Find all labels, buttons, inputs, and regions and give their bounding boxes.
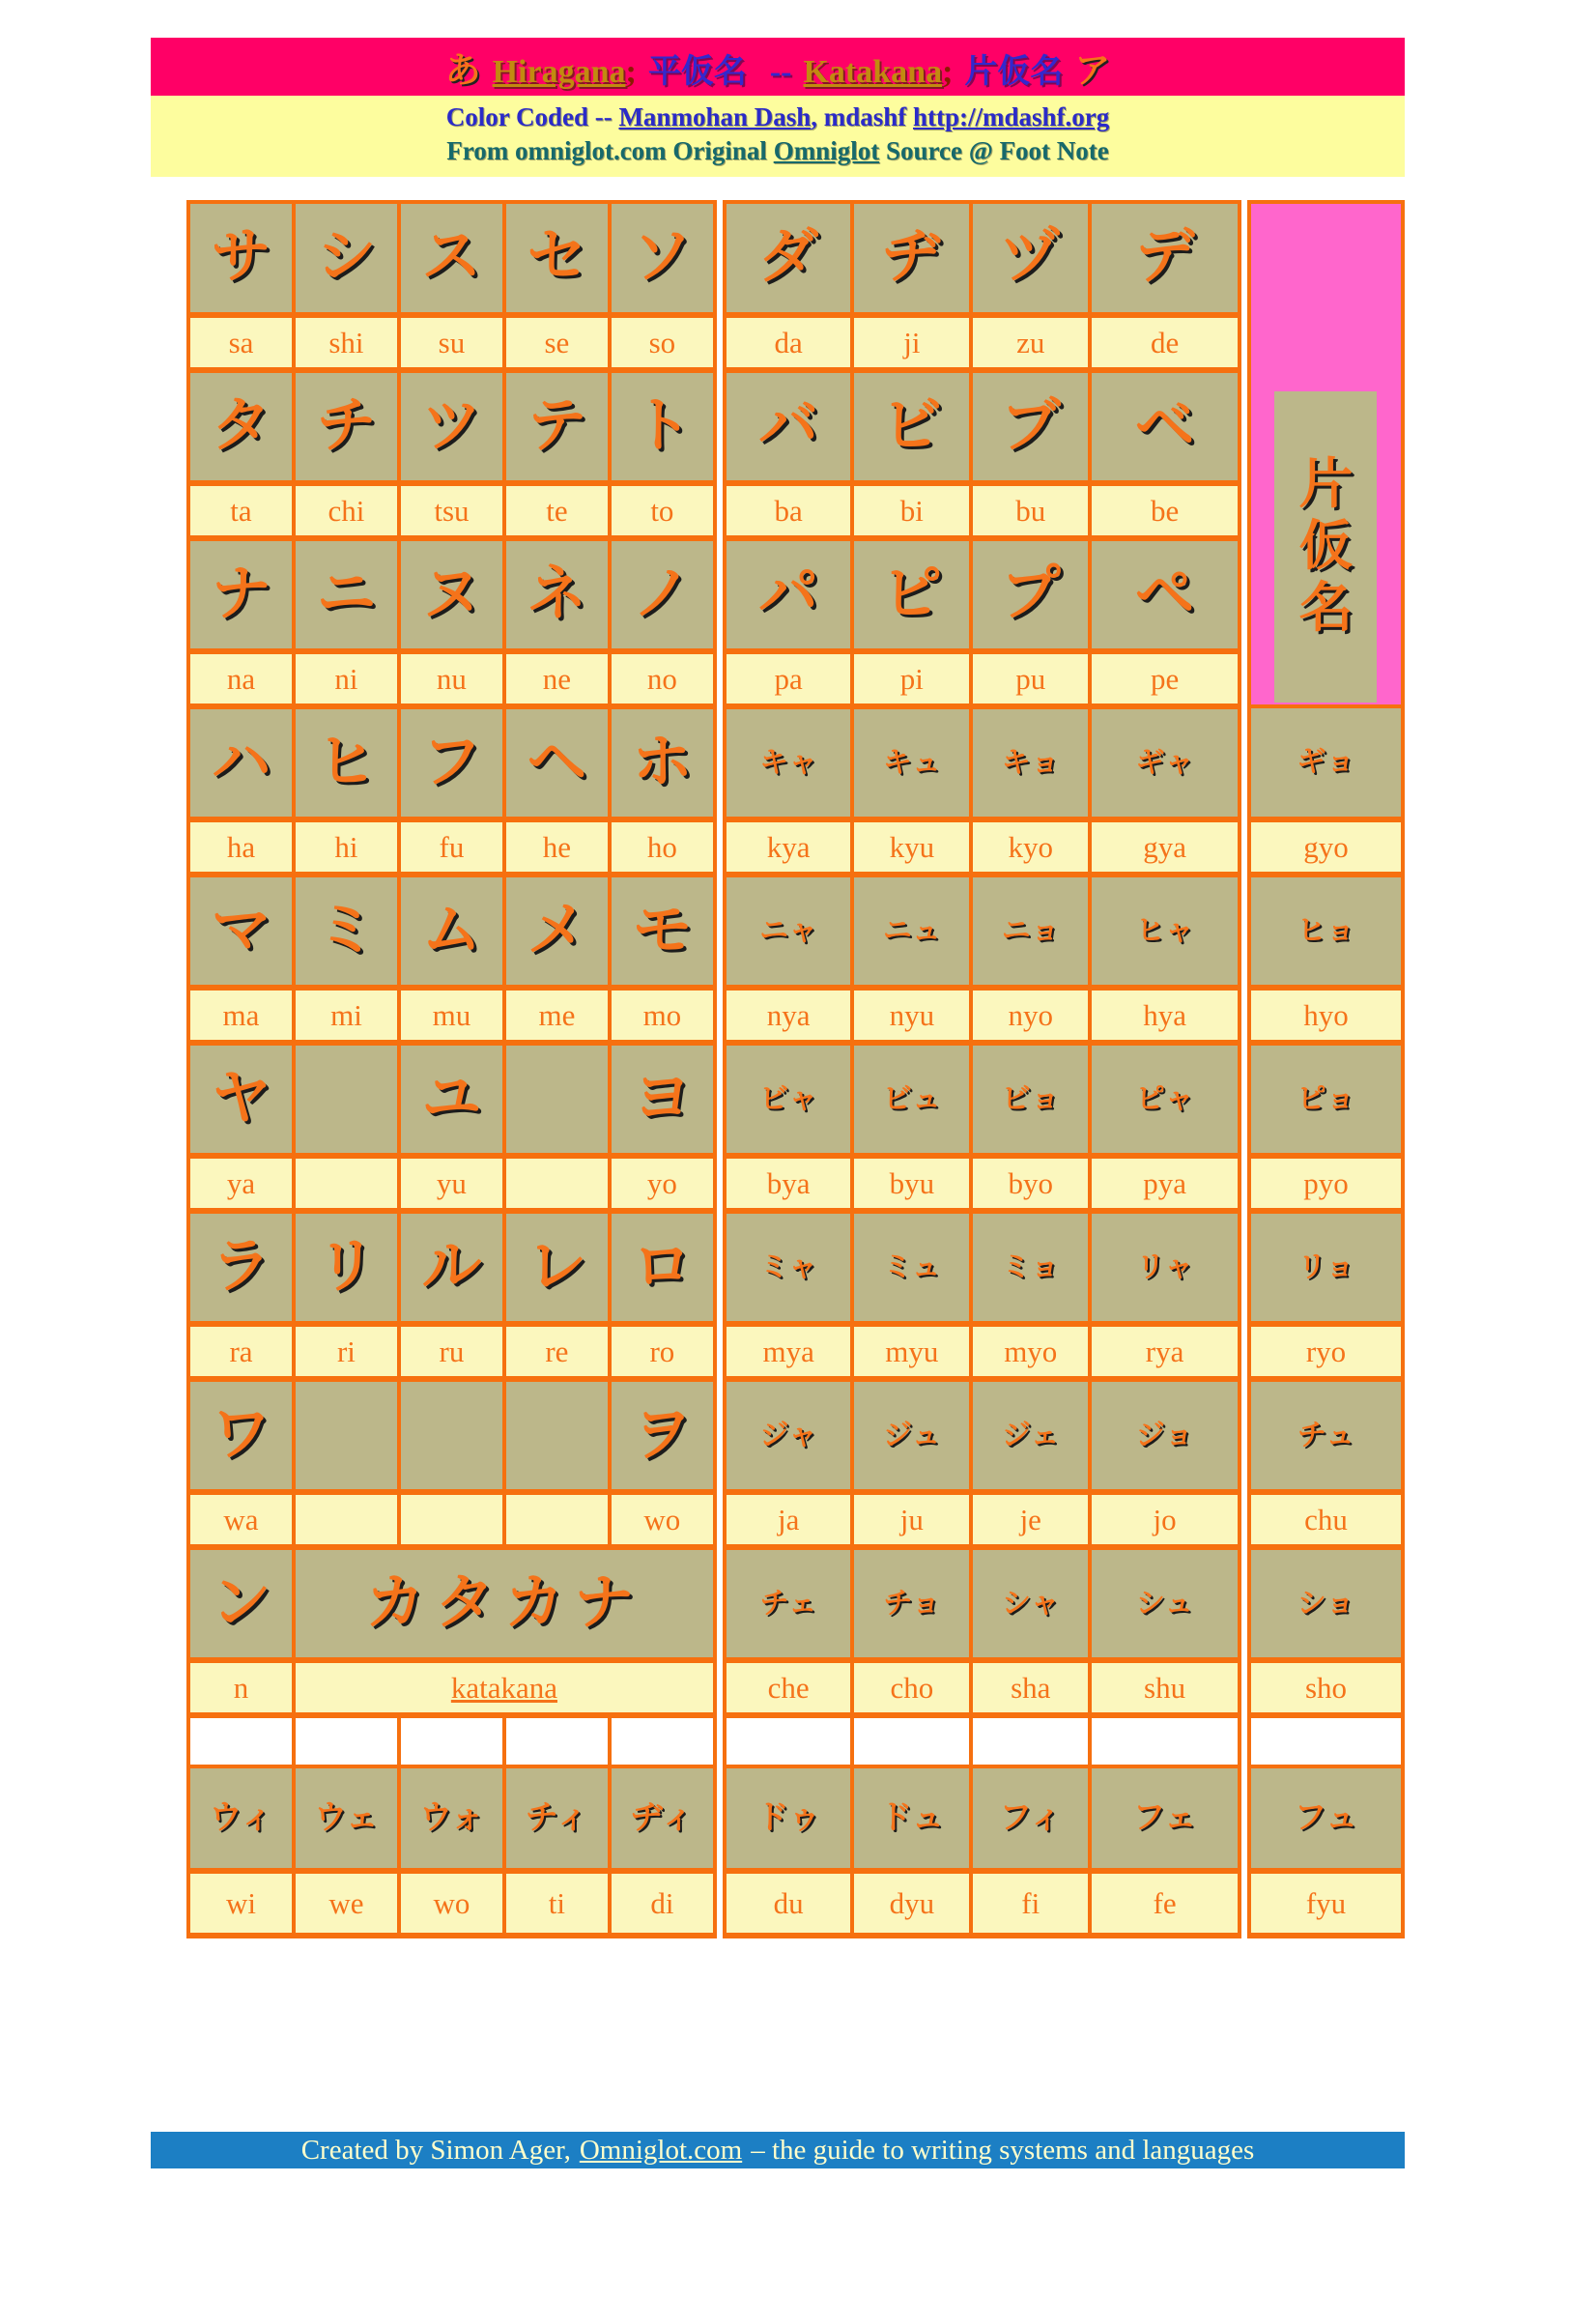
kana-cell: ジョ (1090, 1379, 1240, 1492)
kana-cell: ヒ (294, 706, 399, 819)
romaji-cell: na (188, 651, 294, 706)
kana-cell: ラ (188, 1211, 294, 1324)
kana-cell: シャ (971, 1547, 1090, 1660)
footer-prefix: Created by Simon Ager, (300, 2134, 571, 2166)
romaji-cell: cho (852, 1660, 971, 1715)
kana-cell: ピョ (1249, 1043, 1403, 1156)
omniglot-link[interactable]: Omniglot (773, 136, 880, 165)
blank-cell (1249, 1715, 1403, 1766)
page-content (151, 38, 1405, 1938)
romaji-cell: de (1090, 315, 1240, 370)
kana-cell: テ (504, 370, 610, 483)
romaji-cell: se (504, 315, 610, 370)
kana-cell: フェ (1090, 1766, 1240, 1871)
kana-cell: ニュ (852, 875, 971, 988)
romaji-cell: nyo (971, 988, 1090, 1043)
kana-cell: ノ (610, 538, 715, 651)
subtitle-bar (151, 96, 1405, 177)
kana-cell: ミャ (725, 1211, 853, 1324)
blank-cell (852, 1715, 971, 1766)
blank-cell (504, 1715, 610, 1766)
romaji-cell: zu (971, 315, 1090, 370)
romaji-cell: su (399, 315, 504, 370)
footer-suffix: – the guide to writing systems and languages (751, 2134, 1255, 2166)
romaji-cell: nu (399, 651, 504, 706)
kana-cell: ウォ (399, 1766, 504, 1871)
romaji-cell: byo (971, 1156, 1090, 1211)
romaji-cell: hi (294, 819, 399, 875)
romaji-cell: so (610, 315, 715, 370)
romaji-cell: kyu (852, 819, 971, 875)
kana-cell: ドュ (852, 1766, 971, 1871)
romaji-cell: pi (852, 651, 971, 706)
kana-cell: ブ (971, 370, 1090, 483)
empty-romaji-cell (399, 1492, 504, 1547)
kana-cell: ジュ (852, 1379, 971, 1492)
blank-cell (725, 1715, 853, 1766)
romaji-cell: wo (610, 1492, 715, 1547)
kana-cell: ベ (1090, 370, 1240, 483)
kana-cell: ネ (504, 538, 610, 651)
kana-cell: ス (399, 202, 504, 315)
kana-cell: ペ (1090, 538, 1240, 651)
mdashf-url-link[interactable]: http://mdashf.org (913, 102, 1110, 131)
romaji-cell[interactable]: katakana (294, 1660, 715, 1715)
romaji-cell: me (504, 988, 610, 1043)
title-bar (151, 38, 1405, 96)
romaji-cell: be (1090, 483, 1240, 538)
omniglot-com-link[interactable]: Omniglot.com (579, 2134, 743, 2166)
kana-cell: ル (399, 1211, 504, 1324)
voiced-digraph-table (723, 200, 1241, 1938)
kana-cell: ト (610, 370, 715, 483)
kana-cell: ピャ (1090, 1043, 1240, 1156)
romaji-cell: to (610, 483, 715, 538)
kana-cell: リ (294, 1211, 399, 1324)
romaji-cell: gya (1090, 819, 1240, 875)
romaji-cell: nyu (852, 988, 971, 1043)
romaji-cell: re (504, 1324, 610, 1379)
romaji-cell: n (188, 1660, 294, 1715)
kana-cell: ジェ (971, 1379, 1090, 1492)
empty-kana-cell (294, 1043, 399, 1156)
kana-cell: ミュ (852, 1211, 971, 1324)
hiragana-a-glyph: あ (444, 51, 481, 91)
color-coded-text: Color Coded -- (445, 102, 613, 131)
romaji-cell: chi (294, 483, 399, 538)
kana-cell: ショ (1249, 1547, 1403, 1660)
kana-cell: ヂィ (610, 1766, 715, 1871)
romaji-cell: fe (1090, 1871, 1240, 1936)
kana-cell: チュ (1249, 1379, 1403, 1492)
kana-cell: ビャ (725, 1043, 853, 1156)
romaji-cell: ja (725, 1492, 853, 1547)
kana-cell: ヲ (610, 1379, 715, 1492)
kana-cell: ダ (725, 202, 853, 315)
romaji-cell: ni (294, 651, 399, 706)
kana-cell: ドゥ (725, 1766, 853, 1871)
kana-cell: ヘ (504, 706, 610, 819)
kana-cell: リョ (1249, 1211, 1403, 1324)
romaji-cell: fi (971, 1871, 1090, 1936)
romaji-cell: hya (1090, 988, 1240, 1043)
romaji-cell: yo (610, 1156, 715, 1211)
kana-cell: シ (294, 202, 399, 315)
katakana-kanji: 片仮名 (964, 54, 1064, 90)
kana-cell: モ (610, 875, 715, 988)
romaji-cell: wi (188, 1871, 294, 1936)
blank-cell (188, 1715, 294, 1766)
romaji-cell: kyo (971, 819, 1090, 875)
empty-romaji-cell (294, 1156, 399, 1211)
kana-cell: マ (188, 875, 294, 988)
mdashf-text: , mdashf (811, 102, 907, 131)
page-title (445, 41, 1111, 93)
romaji-cell: ju (852, 1492, 971, 1547)
gojuon-left-table (186, 200, 717, 1938)
blank-cell (971, 1715, 1090, 1766)
separator-dashes: -- (769, 54, 792, 90)
kana-cell: チョ (852, 1547, 971, 1660)
empty-kana-cell (504, 1043, 610, 1156)
romaji-cell: pe (1090, 651, 1240, 706)
romaji-cell: du (725, 1871, 853, 1936)
empty-romaji-cell (294, 1492, 399, 1547)
empty-romaji-cell (504, 1492, 610, 1547)
romaji-cell: byu (852, 1156, 971, 1211)
kana-cell: ウェ (294, 1766, 399, 1871)
romaji-cell: ti (504, 1871, 610, 1936)
kana-cell: ピ (852, 538, 971, 651)
romaji-cell: ji (852, 315, 971, 370)
blank-cell (1090, 1715, 1240, 1766)
kana-cell: カタカナ (294, 1547, 715, 1660)
kana-cell: ヂ (852, 202, 971, 315)
kana-cell: チィ (504, 1766, 610, 1871)
romaji-cell: myu (852, 1324, 971, 1379)
romaji-cell: wa (188, 1492, 294, 1547)
right-column-table (1247, 200, 1405, 1938)
kana-cell: キュ (852, 706, 971, 819)
kana-cell: リャ (1090, 1211, 1240, 1324)
romaji-cell: fu (399, 819, 504, 875)
kana-cell: キョ (971, 706, 1090, 819)
kana-cell: プ (971, 538, 1090, 651)
romaji-cell: he (504, 819, 610, 875)
kana-cell: ビュ (852, 1043, 971, 1156)
kana-cell: ユ (399, 1043, 504, 1156)
romaji-cell: hyo (1249, 988, 1403, 1043)
kana-cell: ロ (610, 1211, 715, 1324)
semicolon: ; (942, 54, 954, 90)
romaji-cell: di (610, 1871, 715, 1936)
empty-kana-cell (504, 1379, 610, 1492)
romaji-cell: ta (188, 483, 294, 538)
romaji-cell: te (504, 483, 610, 538)
hiragana-kanji: 平仮名 (647, 54, 747, 90)
romaji-cell: sa (188, 315, 294, 370)
romaji-cell: kya (725, 819, 853, 875)
romaji-cell: bi (852, 483, 971, 538)
credit-line (151, 100, 1405, 134)
kana-cell: フュ (1249, 1766, 1403, 1871)
kana-cell: ヨ (610, 1043, 715, 1156)
romaji-cell: je (971, 1492, 1090, 1547)
romaji-cell: da (725, 315, 853, 370)
kana-cell: ビョ (971, 1043, 1090, 1156)
kana-cell: チ (294, 370, 399, 483)
kana-cell: ヌ (399, 538, 504, 651)
romaji-cell: mya (725, 1324, 853, 1379)
hiragana-link[interactable]: Hiragana (492, 54, 626, 90)
romaji-cell: ma (188, 988, 294, 1043)
kana-cell: ミョ (971, 1211, 1090, 1324)
romaji-cell: sho (1249, 1660, 1403, 1715)
kana-cell: チェ (725, 1547, 853, 1660)
romaji-cell: mi (294, 988, 399, 1043)
romaji-cell: tsu (399, 483, 504, 538)
kana-cell: ニ (294, 538, 399, 651)
kana-cell: ン (188, 1547, 294, 1660)
romaji-cell: ra (188, 1324, 294, 1379)
kana-cell: メ (504, 875, 610, 988)
romaji-cell: jo (1090, 1492, 1240, 1547)
kana-cell: セ (504, 202, 610, 315)
kana-cell: タ (188, 370, 294, 483)
romaji-cell: bya (725, 1156, 853, 1211)
romaji-cell: ho (610, 819, 715, 875)
romaji-cell: ri (294, 1324, 399, 1379)
romaji-cell: yu (399, 1156, 504, 1211)
blank-cell (610, 1715, 715, 1766)
romaji-cell: mu (399, 988, 504, 1043)
kana-cell: ウィ (188, 1766, 294, 1871)
romaji-cell: wo (399, 1871, 504, 1936)
kana-cell: ホ (610, 706, 715, 819)
blank-cell (399, 1715, 504, 1766)
romaji-cell: ro (610, 1324, 715, 1379)
kana-cell: キャ (725, 706, 853, 819)
kana-cell: ム (399, 875, 504, 988)
romaji-cell: che (725, 1660, 853, 1715)
kana-cell: フィ (971, 1766, 1090, 1871)
romaji-cell: shu (1090, 1660, 1240, 1715)
empty-kana-cell (399, 1379, 504, 1492)
kana-cell: ミ (294, 875, 399, 988)
kana-cell: ワ (188, 1379, 294, 1492)
katakana-link[interactable]: Katakana (803, 54, 943, 90)
kana-cell: ギョ (1249, 706, 1403, 819)
kana-cell: ヒャ (1090, 875, 1240, 988)
romaji-cell: fyu (1249, 1871, 1403, 1936)
katakana-kanji-vertical-label: 片 仮 名 (1274, 391, 1377, 703)
romaji-cell: chu (1249, 1492, 1403, 1547)
romaji-cell: gyo (1249, 819, 1403, 875)
kana-cell: シュ (1090, 1547, 1240, 1660)
romaji-cell: ryo (1249, 1324, 1403, 1379)
blank-cell (294, 1715, 399, 1766)
katakana-a-glyph: ア (1074, 51, 1111, 91)
source-prefix: From omniglot.com Original (446, 136, 767, 165)
kana-cell: ギャ (1090, 706, 1240, 819)
romaji-cell: no (610, 651, 715, 706)
romaji-cell: ne (504, 651, 610, 706)
kana-cell: フ (399, 706, 504, 819)
kana-cell: ジャ (725, 1379, 853, 1492)
empty-romaji-cell (504, 1156, 610, 1211)
source-line (151, 134, 1405, 167)
romaji-cell: we (294, 1871, 399, 1936)
romaji-cell: ba (725, 483, 853, 538)
romaji-cell: ru (399, 1324, 504, 1379)
footer-bar (151, 2132, 1405, 2168)
source-suffix: Source @ Foot Note (885, 136, 1109, 165)
kana-cell: ハ (188, 706, 294, 819)
kana-cell: デ (1090, 202, 1240, 315)
katakana-vertical-cell (1249, 202, 1403, 706)
romaji-cell: ha (188, 819, 294, 875)
romaji-cell: pyo (1249, 1156, 1403, 1211)
kana-cell: ナ (188, 538, 294, 651)
kana-cell: ソ (610, 202, 715, 315)
kana-cell: ビ (852, 370, 971, 483)
romaji-cell: pu (971, 651, 1090, 706)
kana-cell: バ (725, 370, 853, 483)
semicolon: ; (625, 54, 637, 90)
romaji-cell: ya (188, 1156, 294, 1211)
kana-cell: ヤ (188, 1043, 294, 1156)
romaji-cell: nya (725, 988, 853, 1043)
romaji-cell: pa (725, 651, 853, 706)
romaji-cell: myo (971, 1324, 1090, 1379)
kana-cell: ヅ (971, 202, 1090, 315)
romaji-cell: dyu (852, 1871, 971, 1936)
romaji-cell: sha (971, 1660, 1090, 1715)
romaji-cell: mo (610, 988, 715, 1043)
katakana-chart (186, 200, 1405, 1938)
kana-cell: ツ (399, 370, 504, 483)
kana-cell: ニョ (971, 875, 1090, 988)
kana-cell: レ (504, 1211, 610, 1324)
kana-cell: パ (725, 538, 853, 651)
romaji-cell: rya (1090, 1324, 1240, 1379)
kana-cell: ヒョ (1249, 875, 1403, 988)
author-link[interactable]: Manmohan Dash (618, 102, 812, 131)
kana-cell: サ (188, 202, 294, 315)
romaji-cell: pya (1090, 1156, 1240, 1211)
romaji-cell: bu (971, 483, 1090, 538)
kana-cell: ニャ (725, 875, 853, 988)
empty-kana-cell (294, 1379, 399, 1492)
romaji-cell: shi (294, 315, 399, 370)
